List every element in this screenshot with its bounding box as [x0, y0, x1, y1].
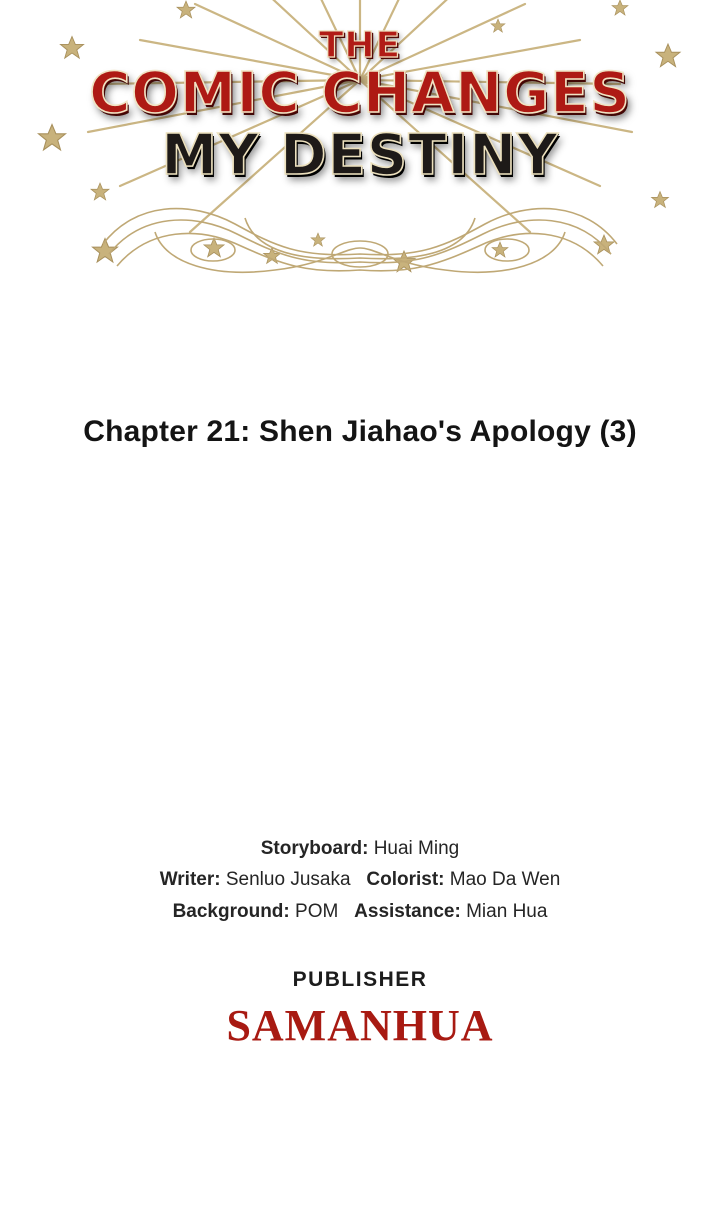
title-line-3: MY DESTINY [161, 123, 559, 188]
comic-title [0, 25, 720, 188]
credits-row [0, 864, 720, 895]
credit-value: Mao Da Wen [449, 869, 561, 891]
publisher-label: PUBLISHER [292, 968, 428, 991]
publisher-name: SAMANHUA [226, 1001, 494, 1050]
credits-row [0, 896, 720, 927]
credit-label: Colorist: [366, 869, 445, 891]
credit-value: Huai Ming [373, 838, 460, 859]
credit-label: Storyboard: [260, 838, 369, 859]
title-line-1: THE [318, 25, 402, 66]
cover-title-block [0, 0, 720, 330]
credit-label: Background: [172, 900, 290, 922]
credit-label: Assistance: [354, 900, 461, 922]
chapter-title: Chapter 21: Shen Jiahao's Apology (3) [83, 415, 637, 448]
credit-value: POM [295, 900, 339, 922]
credit-label: Writer: [159, 869, 221, 891]
credits-block [0, 833, 720, 927]
credit-value: Senluo Jusaka [225, 869, 351, 891]
ornamental-ribbon-decoration [95, 192, 625, 287]
publisher-block [0, 968, 720, 1051]
credit-value: Mian Hua [466, 900, 548, 922]
credits-row [0, 833, 720, 864]
title-line-2: COMIC CHANGES [89, 61, 631, 126]
